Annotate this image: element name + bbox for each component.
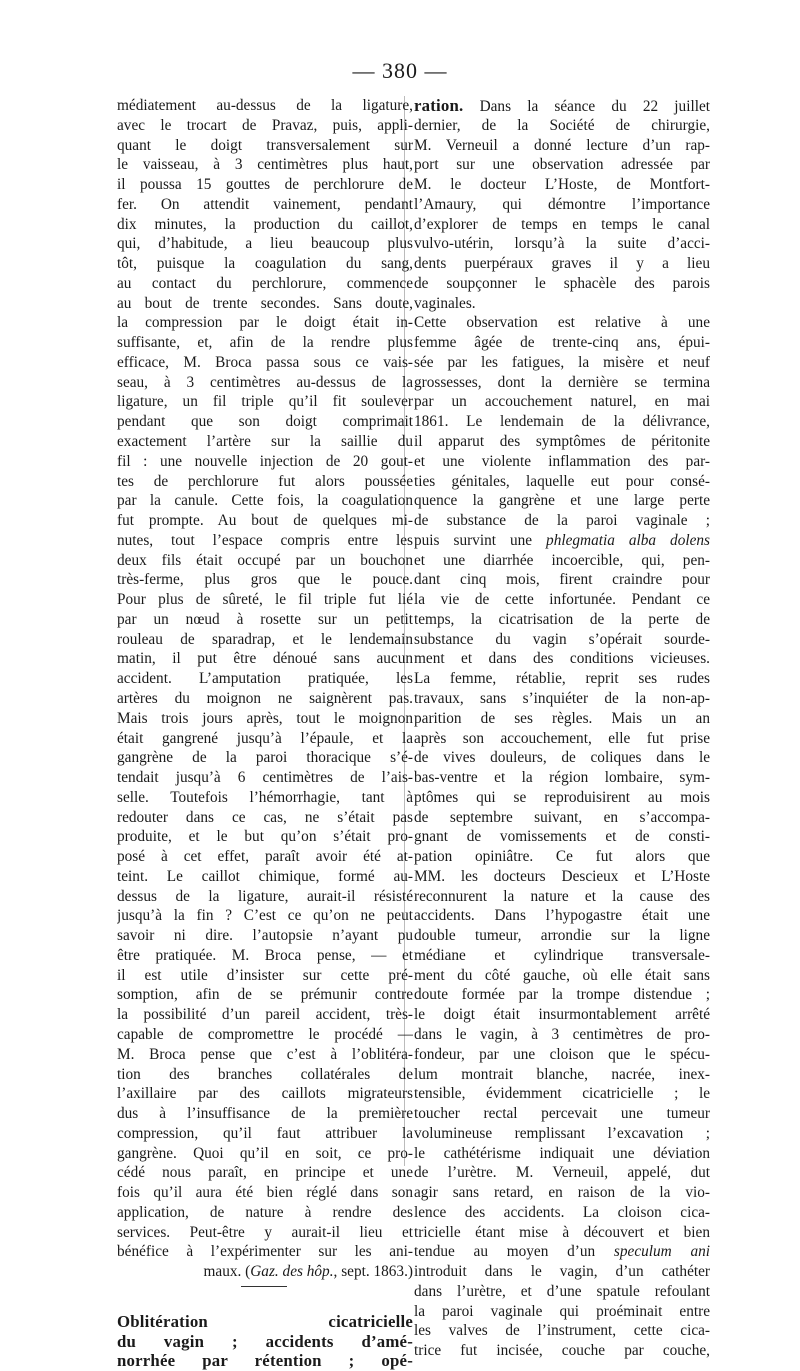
text-line: jusqu’à la fin ? C’est ce qu’on ne peut	[117, 907, 413, 925]
left-column	[117, 96, 413, 1371]
text-line: La femme, rétablie, reprit ses rudes	[414, 670, 710, 688]
text-line: seau, à 3 centimètres au-dessus de la	[117, 373, 413, 391]
text-line: pation opiniâtre. Ce fut alors que	[414, 848, 710, 866]
text-line: reconnurent la nature et la cause des	[414, 887, 710, 905]
text-line: deux fils était occupé par un bouchon	[117, 551, 413, 569]
text-line: de l’urètre. M. Verneuil, appelé, dut	[414, 1164, 710, 1182]
text-line: femme âgée de trente-cinq ans, épui-	[414, 334, 710, 352]
text-line: produite, et le but qu’on s’était pro-	[117, 828, 413, 846]
text-line: dix minutes, la production du caillot,	[117, 215, 413, 233]
text-line: nutes, tout l’espace compris entre les	[117, 531, 413, 549]
text-line: agir sans retard, en raison de la vio-	[414, 1184, 710, 1202]
text-line: M. le docteur L’Hoste, de Montfort-	[414, 176, 710, 194]
text-line: introduit dans le vagin, d’un cathéter	[414, 1263, 710, 1281]
text-line: ment et dans des conditions vicieuses.	[414, 650, 710, 668]
text-line: la possibilité d’un pareil accident, très-	[117, 1006, 413, 1024]
text-line: il est utile d’insister sur cette pré-	[117, 966, 413, 984]
text-line: ment du côté gauche, où elle était sans	[414, 966, 710, 984]
text-line: compression, qu’il faut attribuer la	[117, 1124, 413, 1142]
text-line: parition de ses règles. Mais un an	[414, 709, 710, 727]
text-line: fois qu’il aura été bien réglé dans son	[117, 1184, 413, 1202]
text-line: Oblitération cicatricielle	[117, 1311, 413, 1331]
text-line: ties génitales, laquelle eut pour consé-	[414, 472, 710, 490]
text-line: tôt, puisque la coagulation du sang,	[117, 255, 413, 273]
text-line: par un nœud à rosette sur un petit	[117, 610, 413, 628]
text-line: dents puerpéraux graves il y a lieu	[414, 255, 710, 273]
text-line: tes de perchlorure fut alors poussée	[117, 472, 413, 490]
text-line: port sur une observation adressée par	[414, 156, 710, 174]
text-line: tendait jusqu’à 6 centimètres de l’ais-	[117, 769, 413, 787]
text-line: la paroi vaginale qui proéminait entre	[414, 1302, 710, 1320]
text-line: être pratiquée. M. Broca pense, — et	[117, 946, 413, 964]
page-number: — 380 —	[352, 58, 448, 83]
text-line: suffisante, et, afin de la rendre plus	[117, 334, 413, 352]
text-line: exactement l’artère sur la saillie du	[117, 433, 413, 451]
text-line: lence des accidents. La cloison cica-	[414, 1203, 710, 1221]
text-line: trice fut incisée, couche par couche,	[414, 1342, 710, 1360]
speculum-term: speculum ani	[613, 1243, 710, 1261]
text-line: quant le doigt transversalement sur	[117, 136, 413, 154]
right-column-body-a	[414, 116, 710, 531]
text-line: tensible, évidemment cicatricielle ; le	[414, 1085, 710, 1103]
text-line: efficace, M. Broca passa sous ce vais-	[117, 353, 413, 371]
text-line: dant cinq mois, firent craindre pour	[414, 571, 710, 589]
title-continuation: ration.	[414, 96, 464, 115]
text-line: au bout de trente secondes. Sans doute,	[117, 294, 413, 312]
text-line: il apparut des symptômes de péritonite	[414, 433, 710, 451]
text-line: quence la gangrène et une large perte	[414, 492, 710, 510]
text-line: par un accouchement naturel, en mai	[414, 393, 710, 411]
text-line: savoir ni dire. l’autopsie n’ayant pu	[117, 927, 413, 945]
section-title	[117, 1312, 413, 1371]
speculum-line: tendue au moyen d’un speculum ani	[414, 1243, 710, 1261]
text-line: double tumeur, arrondie sur la ligne	[414, 927, 710, 945]
divider-rule	[241, 1286, 287, 1287]
text-line: teint. Le caillot chimique, formé au-	[117, 867, 413, 885]
text-line: cédé nous paraît, en principe et une	[117, 1164, 413, 1182]
citation-source: Gaz. des hôp.	[250, 1263, 334, 1281]
citation-line: maux. (Gaz. des hôp., sept. 1863.)	[203, 1263, 413, 1281]
text-line: le doigt était insurmontablement arrêté	[414, 1006, 710, 1024]
text-line: dans l’urètre, et d’une spatule refoulant	[414, 1282, 710, 1300]
phlegmatia-line: puis survint une phlegmatia alba dolens	[414, 531, 710, 549]
text-line: capable de compromettre le procédé —	[117, 1025, 413, 1043]
text-line: dus à l’insuffisance de la première	[117, 1105, 413, 1123]
text-line: fondeur, par une cloison que le spécu-	[414, 1045, 710, 1063]
text-line: Mais trois jours après, tout le moignon	[117, 709, 413, 727]
text-line: posé à cet effet, paraît avoir été at-	[117, 848, 413, 866]
text-line: après son accouchement, elle fut prise	[414, 729, 710, 747]
text-line: ligature, un fil triple qu’il fit soulever	[117, 393, 413, 411]
text-line: vaginales.	[414, 294, 476, 312]
text-line: substance du vagin s’opérait sourde-	[414, 630, 710, 648]
text-line: vulvo-utérin, lorsqu’à la suite d’acci-	[414, 235, 710, 253]
text-line: accident. L’amputation pratiquée, les	[117, 670, 413, 688]
right-column	[414, 96, 710, 1361]
text-line: de septembre suivant, en s’accompa-	[414, 808, 710, 826]
text-line: d’explorer de temps en temps le canal	[414, 215, 710, 233]
text-line: médiatement au-dessus de la ligature,	[117, 97, 413, 114]
left-column-body	[117, 96, 413, 1262]
text-line: gnant de vomissements et de consti-	[414, 828, 710, 846]
text-line: dessus de la ligature, aurait-il résisté	[117, 887, 413, 905]
text-line: redouter dans ce cas, ne s’était pas	[117, 808, 413, 826]
text-line: accidents. Dans l’hypogastre était une	[414, 907, 710, 925]
text-line: application, de nature à rendre des	[117, 1203, 413, 1221]
text-line: doute formée par la trompe distendue ;	[414, 986, 710, 1004]
text-line: MM. les docteurs Descieux et L’Hoste	[414, 867, 710, 885]
text-line: gangrène de la paroi thoracique s’é-	[117, 749, 413, 767]
text-line: le cathétérisme indiquait une déviation	[414, 1144, 710, 1162]
text-line: ptômes qui se reproduisirent au mois	[414, 788, 710, 806]
text-line: matin, il put être dénoué sans aucun	[117, 650, 413, 668]
text-line: artères du moignon ne saignèrent pas.	[117, 689, 413, 707]
text-line: de vives douleurs, de coliques dans le	[414, 749, 710, 767]
text-line: bénéfice à l’expérimenter sur les ani-	[117, 1243, 413, 1261]
text-line: de substance de la paroi vaginale ;	[414, 512, 710, 530]
text-line: avec le trocart de Pravaz, puis, appli-	[117, 116, 413, 134]
text-line: le vaisseau, à 3 centimètres plus haut,	[117, 156, 413, 174]
text-line: fut prompte. Au bout de quelques mi-	[117, 512, 413, 530]
text-line: l’axillaire par des caillots migrateurs	[117, 1085, 413, 1103]
text-line: la compression par le doigt était in-	[117, 314, 413, 332]
text-line: norrhée par rétention ; opé-	[117, 1351, 413, 1371]
text-line: dernier, de la Société de chirurgie,	[414, 116, 710, 134]
text-line: qui, d’habitude, a lieu beaucoup plus	[117, 235, 413, 253]
text-line: était gangrené jusqu’à l’épaule, et la	[117, 729, 413, 747]
text-line: toucher rectal percevait une tumeur	[414, 1105, 710, 1123]
text-line: lum montrait blanche, nacrée, inex-	[414, 1065, 710, 1083]
text-line: gangrène. Quoi qu’il en soit, ce pro-	[117, 1144, 413, 1162]
text-line: par la canule. Cette fois, la coagulation	[117, 492, 413, 510]
text-line: et une diarrhée incoercible, qui, pen-	[414, 551, 710, 569]
text-line: 1861. Le lendemain de la délivrance,	[414, 413, 710, 431]
text-line: grossesses, dont la dernière se termina	[414, 373, 710, 391]
text-line: bas-ventre et la région lombaire, sym-	[414, 769, 710, 787]
text-line: Cette observation est relative à une	[414, 314, 710, 332]
text-line: fer. On attendit vainement, pendant	[117, 195, 413, 213]
text-line: les valves de l’instrument, cette cica-	[414, 1322, 710, 1340]
text-line: M. Verneuil a donné lecture d’un rap-	[414, 136, 710, 154]
text-line: somption, afin de se prémunir contre	[117, 986, 413, 1004]
text-line: volumineuse remplissant l’excavation ;	[414, 1124, 710, 1142]
text-line: la vie de cette infortunée. Pendant ce	[414, 591, 710, 609]
text-line: sée par les fatigues, la misère et neuf	[414, 353, 710, 371]
text-line: Pour plus de sûreté, le fil triple fut lié	[117, 591, 413, 609]
section-divider	[117, 1282, 413, 1294]
text-line: il poussa 15 gouttes de perchlorure de	[117, 176, 413, 194]
text-line: fil : une nouvelle injection de 20 gout-	[117, 452, 413, 470]
right-column-body-c	[414, 1262, 710, 1361]
text-line: M. Broca pense que c’est à l’oblitéra-	[117, 1045, 413, 1063]
phlegmatia-term: phlegmatia alba dolens	[546, 531, 710, 549]
text-line: selle. Toutefois l’hémorrhagie, tant à	[117, 788, 413, 806]
text-line: au contact du perchlorure, commence	[117, 274, 413, 292]
text-line: et une violente inflammation des par-	[414, 452, 710, 470]
right-column-body-b	[414, 551, 710, 1243]
right-first-line: ration. Dans la séance du 22 juillet	[414, 96, 710, 115]
text-line: temps, la cicatrisation de la perte de	[414, 610, 710, 628]
text-line: de soupçonner le sphacèle des parois	[414, 274, 710, 292]
text-line: tion des branches collatérales de	[117, 1065, 413, 1083]
text-line: du vagin ; accidents d’amé-	[117, 1331, 413, 1351]
text-line: services. Peut-être y aurait-il lieu et	[117, 1223, 413, 1241]
text-line: l’Amaury, qui démontre l’importance	[414, 195, 710, 213]
text-line: dans le vagin, à 3 centimètres de pro-	[414, 1025, 710, 1043]
text-line: rouleau de sparadrap, et le lendemain	[117, 630, 413, 648]
text-line: travaux, sans s’inquiéter de la non-ap-	[414, 689, 710, 707]
text-line: tricielle étant mise à découvert et bien	[414, 1223, 710, 1241]
text-line: pendant que son doigt comprimait	[117, 413, 413, 431]
text-line: très-ferme, plus gros que le pouce.	[117, 571, 413, 589]
text-line: médiane et cylindrique transversale-	[414, 946, 710, 964]
